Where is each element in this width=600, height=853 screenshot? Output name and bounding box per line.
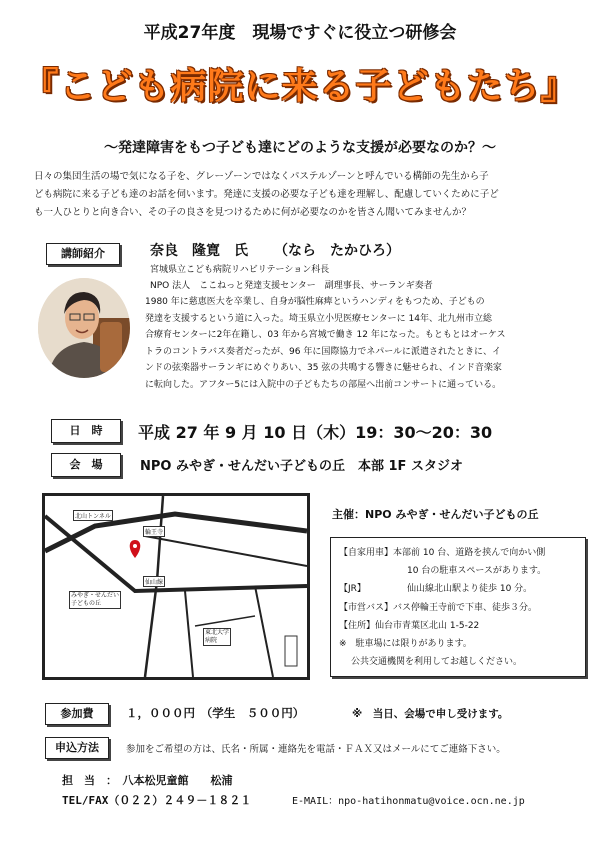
date-label: 日 時 bbox=[51, 419, 121, 443]
lecturer-reading: （なら たかひろ） bbox=[274, 243, 400, 259]
intro-line: ども病院に来る子ども達のお話を伺います。発達に支援の必要な子ども達を理解し、配慮していくために子ど bbox=[34, 189, 499, 200]
bio-line: に転向した。アフター5には入院中の子どもたちの部屋へ出前コンサートに通っている。 bbox=[145, 379, 502, 390]
event-venue: NPO みやぎ・せんだい子どもの丘 本部 1F スタジオ bbox=[140, 459, 463, 474]
map-label: 輪王寺 bbox=[143, 526, 165, 537]
tagline: ～発達障害をもつ子ども達にどのような支援が必要なのか？～ bbox=[104, 140, 496, 156]
access-addr-label: 【住所】 bbox=[339, 620, 376, 631]
map-label: 仙山線 bbox=[143, 576, 165, 587]
lecturer-photo bbox=[38, 278, 130, 378]
lecturer-affiliation: NPO 法人 ここねっと発達支援センター 副理事長、サーランギ奏者 bbox=[150, 281, 433, 291]
access-bus-label: 【市営バス】 bbox=[339, 602, 394, 613]
lecturer-affiliation: 宮城県立こども病院リハビリテーション科長 bbox=[150, 265, 330, 275]
location-marker-icon bbox=[130, 540, 141, 558]
lecturer-name bbox=[150, 240, 400, 260]
access-bus-text: バス停輪王寺前で下車、徒歩３分。 bbox=[393, 602, 538, 613]
map-label: みやぎ・せんだい子どもの丘 bbox=[71, 592, 120, 607]
contact-person: 担 当 ： 八本松児童館 松浦 bbox=[62, 774, 233, 787]
event-series: 平成27年度 現場ですぐに役立つ研修会 bbox=[143, 23, 457, 43]
bio-line: トラのコントラバス奏者だったが、96 年に国際協力でネパールに派遣されたときに、イ bbox=[145, 346, 502, 357]
access-jr-label: 【JR】 bbox=[339, 584, 366, 595]
bio-line: 発達を支援するという道に入った。埼玉県立小児医療センターに 14年、北九州市立総 bbox=[145, 313, 492, 324]
intro-text bbox=[34, 168, 574, 222]
apply-label: 申込方法 bbox=[45, 737, 109, 759]
access-car-label: 【自家用車】 bbox=[339, 548, 394, 558]
fee-amount: １，０００円 （学生 ５００円） bbox=[126, 706, 305, 720]
event-date: 平成 27 年 9 月 10 日（木）19：30～20：30 bbox=[138, 423, 493, 442]
access-jr-text: 仙山線北山駅より徒歩 10 分。 bbox=[407, 584, 533, 595]
intro-line: も一人ひとりと向き合い、その子の良さを見つけるために何が必要なのかを皆さん聞いてみませんか？ bbox=[34, 207, 472, 218]
intro-line: 日々の集団生活の場で気になる子を、グレーゾーンではなくパステルゾーンと呼んでいる構師の先生から子 bbox=[34, 171, 489, 182]
lecturer-name-text: 奈良 隆寛 氏 bbox=[150, 243, 248, 259]
page-title: 『こども病院に来る子どもたち』 bbox=[22, 66, 578, 107]
access-info-box bbox=[330, 537, 586, 677]
fee-label: 参加費 bbox=[45, 703, 109, 725]
access-note: ※ 駐車場には限りがあります。 bbox=[339, 639, 472, 650]
bio-line: 合療育センターに2年在籍し、03 年から宮城で働き 12 年になった。もともとはオーケス bbox=[145, 330, 506, 340]
access-car-text: 本部前 10 台、道路を挟んで向かい側 bbox=[393, 548, 546, 558]
access-note: 公共交通機関を利用してお越しください。 bbox=[351, 657, 523, 668]
access-car-text: 10 台の駐車スペースがあります。 bbox=[407, 566, 547, 577]
fee-note: ※ 当日、会場で申し受けます。 bbox=[352, 708, 509, 720]
map-label: 北山トンネル bbox=[73, 510, 113, 521]
contact-email: E-MAIL：npo-hatihonmatu@voice.ocn.ne.jp bbox=[292, 796, 525, 807]
access-map bbox=[42, 493, 310, 680]
host-text: 主催：NPO みやぎ・せんだい子どもの丘 bbox=[332, 508, 539, 521]
contact-tel: TEL/FAX（０２２）２４９－１８２１ bbox=[62, 794, 252, 807]
bio-line: ンドの弦楽器サーランギにめぐりあい、35 弦の共鳴する響きに魅せられ、インド音楽家 bbox=[145, 363, 502, 373]
bio-line: 1980 年に慈恵医大を卒業し、自身が脳性麻痺というハンディをもつため、子どもの bbox=[145, 297, 485, 307]
access-addr-text: 仙台市青葉区北山 1-5-22 bbox=[375, 620, 480, 631]
venue-label: 会 場 bbox=[51, 453, 121, 477]
lecturer-bio bbox=[145, 294, 573, 393]
map-label: 東北大学病院 bbox=[205, 629, 230, 644]
map-roads bbox=[45, 496, 307, 677]
apply-text: 参加をご希望の方は、氏名・所属・連絡先を電話・ＦＡＸ又はメールにてご連絡下さい。 bbox=[126, 744, 506, 755]
lecturer-label: 講師紹介 bbox=[46, 243, 120, 265]
